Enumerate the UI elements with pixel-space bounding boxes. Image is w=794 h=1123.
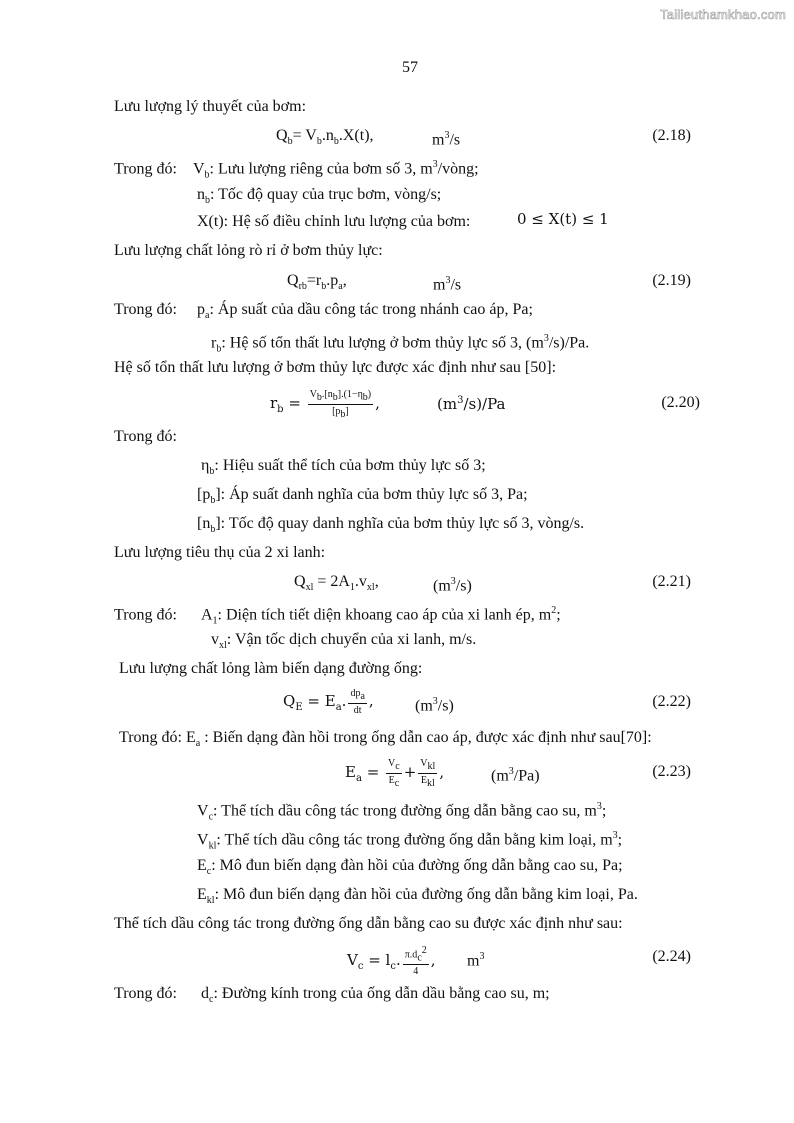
definition-vc: $V_c$: Thể tích dầu công tác trong đường ống dẫn bằng cao su, $m^3$; xyxy=(197,801,607,823)
definition-nb-nominal: $[n_b]$: Tốc độ quay danh nghĩa của bơm thủy lực số 3, vòng/s. xyxy=(197,515,585,536)
definition-ea: Trong đó: $E_a$ : Biến dạng đàn hồi trong ống dẫn cao áp, được xác định như sau[70]: xyxy=(119,729,652,750)
equation-2-24-tag: (2.24) xyxy=(652,948,691,965)
paragraph-pipe-deformation: Lưu lượng chất lỏng làm biến dạng đường ống: xyxy=(119,660,423,677)
equation-2-21-tag: (2.21) xyxy=(652,573,691,590)
equation-2-22: $Q_E = E_a$. $\frac{dp_a}{dt}$ , xyxy=(283,688,374,716)
definition-vkl: $V_{kl}$: Thể tích dầu công tác trong đường ống dẫn bằng kim loại, $m^3$; xyxy=(197,830,623,852)
equation-2-23-tag: (2.23) xyxy=(652,763,691,780)
definition-ekl: $E_{kl}$: Mô đun biến dạng đàn hồi của đường ống dẫn bằng kim loại, Pa. xyxy=(197,886,638,907)
definition-rb: $r_b$: Hệ số tổn thất lưu lượng ở bơm thủy lực số 3, $(m^3/s)/Pa$. xyxy=(211,333,590,355)
equation-2-19-tag: (2.19) xyxy=(652,272,691,289)
definition-dc: Trong đó: $d_c$: Đường kính trong của ống dẫn dầu bằng cao su, m; xyxy=(114,985,550,1006)
paragraph-rubber-volume: Thể tích dầu công tác trong đường ống dẫn bằng cao su được xác định như sau: xyxy=(114,915,623,932)
equation-2-20-unit: $(m^3/s)/Pa$ xyxy=(437,395,506,413)
paragraph-loss-coefficient: Hệ số tổn thất lưu lượng ở bơm thủy lực được xác định như sau [50]: xyxy=(114,359,557,376)
definition-vb: Trong đó: $V_b$: Lưu lượng riêng của bơm số 3, $m^3$/vòng; xyxy=(114,159,479,181)
definition-xt: X(t): Hệ số điều chỉnh lưu lượng của bơm: xyxy=(197,213,471,230)
equation-2-20: $r_b$ = $\frac{V_b.[n_b].(1-\eta_b)}{[p_b]}$ , xyxy=(270,389,380,420)
equation-2-18-tag: (2.18) xyxy=(652,127,691,144)
definition-pa: Trong đó: $p_a$: Áp suất của dầu công tác trong nhánh cao áp, Pa; xyxy=(114,301,533,322)
equation-2-21: $Q_{xl} = 2A_1.v_{xl}$, xyxy=(294,573,379,594)
equation-2-23-unit: $(m^3/Pa)$ xyxy=(491,766,540,785)
definition-pb: $[p_b]$: Áp suất danh nghĩa của bơm thủy lực số 3, Pa; xyxy=(197,486,528,507)
definition-eta-b: $\eta_b$: Hiệu suất thể tích của bơm thủy lực số 3; xyxy=(201,457,486,478)
watermark: Tailieuthamkhao.com xyxy=(660,7,786,22)
page-number: 57 xyxy=(402,59,418,76)
definition-ec: $E_c$: Mô đun biến dạng đàn hồi của đường ống dẫn bằng cao su, Pa; xyxy=(197,857,623,878)
definition-nb: $n_b$: Tốc độ quay của trục bơm, vòng/s; xyxy=(197,186,442,207)
paragraph-leak-flow: Lưu lượng chất lỏng rò rỉ ở bơm thủy lực: xyxy=(114,242,383,259)
paragraph-where: Trong đó: xyxy=(114,428,177,445)
equation-2-22-unit: $(m^3/s)$ xyxy=(415,696,454,715)
definition-a1: Trong đó: $A_1$: Diện tích tiết diện khoang cao áp của xi lanh ép, $m^2$; xyxy=(114,605,561,627)
equation-2-23: $E_a$ = $\frac{V_c}{E_c}$ + $\frac{V_{kl}}{E_{kl}}$ , xyxy=(345,758,445,789)
condition-xt: 0 ≤ X(t) ≤ 1 xyxy=(517,210,609,228)
paragraph-cylinder-flow: Lưu lượng tiêu thụ của 2 xi lanh: xyxy=(114,544,326,561)
equation-2-20-tag: (2.20) xyxy=(661,394,700,411)
equation-2-24: $V_c = l_c$. $\frac{\pi.d_c^2}{4}$ , xyxy=(347,945,436,978)
equation-2-19-unit: $m^3/s$ xyxy=(433,275,462,294)
equation-2-22-tag: (2.22) xyxy=(652,693,691,710)
equation-2-18-unit: $m^3/s$ xyxy=(432,130,461,149)
equation-2-19: $Q_{rb}=r_b.p_a$, xyxy=(287,272,347,293)
equation-2-18: $Q_b= V_b.n_b.X(t)$, xyxy=(276,127,374,148)
definition-vxl: $v_{xl}$: Vận tốc dịch chuyển của xi lanh, m/s. xyxy=(211,631,477,652)
equation-2-21-unit: $(m^3/s)$ xyxy=(433,576,472,595)
paragraph-theoretical-flow: Lưu lượng lý thuyết của bơm: xyxy=(114,98,307,115)
equation-2-24-unit: $m^3$ xyxy=(467,951,485,970)
